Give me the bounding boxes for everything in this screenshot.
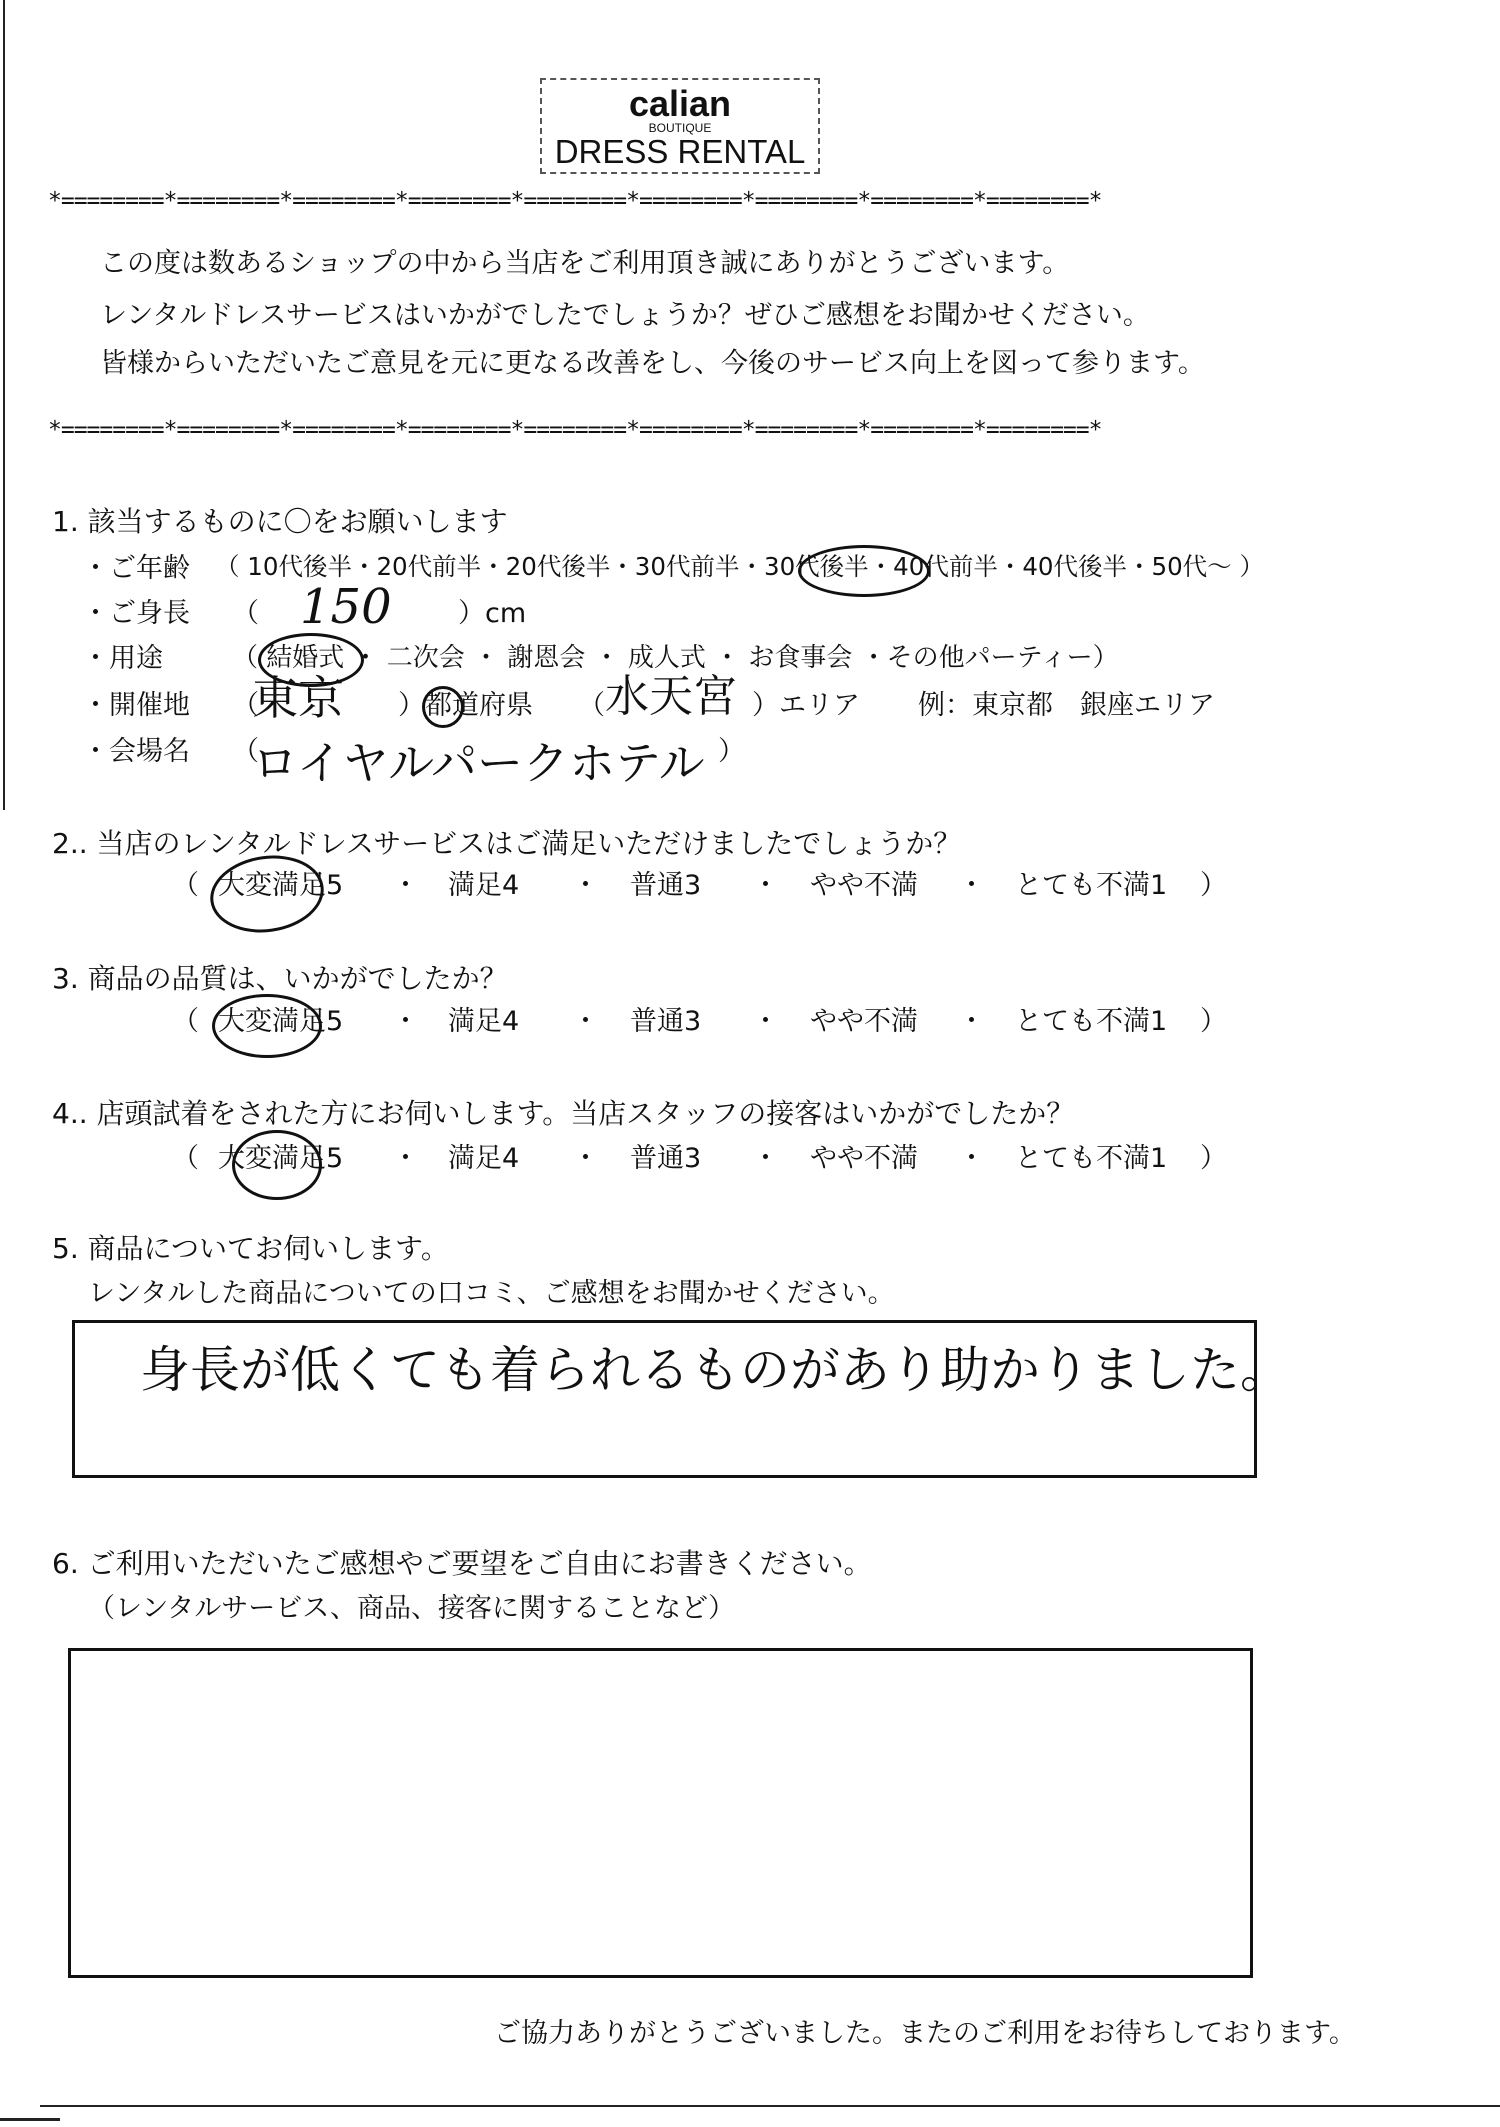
rating-satisfied: 満足4 (448, 1143, 520, 1174)
rating-dot: ・ (958, 1006, 985, 1037)
separator-top: *========*========*========*========*========*========*========*========*========* (48, 188, 1102, 214)
q4-rating-row (0, 1145, 1500, 1181)
rating-close: ） (1200, 1006, 1227, 1037)
height-open: （ (232, 598, 259, 629)
footer-thanks: ご協力ありがとうございました。またのご利用をお待ちしております。 (494, 2018, 1356, 2049)
age-selected-circle (798, 545, 930, 597)
rating-very-satisfied: 大変満足5 (218, 1006, 344, 1037)
rating-dot: ・ (572, 1006, 599, 1037)
purpose-label: ・用途 (82, 643, 163, 674)
q2-selected-circle (205, 848, 328, 939)
height-unit: ）cm (458, 598, 527, 629)
venue-example: 例：東京都 銀座エリア (918, 690, 1215, 721)
separator-bottom: *========*========*========*========*========*========*========*========*========* (48, 417, 1102, 443)
rating-normal: 普通3 (630, 870, 702, 901)
q5-subtitle: レンタルした商品についての口コミ、ご感想をお聞かせください。 (88, 1278, 895, 1309)
rating-very-unsatisfied: とても不満1 (1015, 1143, 1168, 1174)
rating-dot: ・ (572, 1143, 599, 1174)
rating-dot: ・ (752, 870, 779, 901)
hall-label: ・会場名 (82, 736, 190, 767)
rating-dot: ・ (392, 870, 419, 901)
bottom-rule (40, 2105, 1500, 2107)
venue-area-value: 水天宮 (605, 671, 737, 722)
venue-label: ・開催地 (82, 690, 190, 721)
rating-open: （ (172, 1143, 199, 1174)
venue-pref-suffix: ）都道府県 (398, 690, 533, 721)
q6-title: 6. ご利用いただいたご感想やご要望をご自由にお書きください。 (52, 1547, 872, 1580)
q5-answer-text: 身長が低くても着られるものがあり助かりました。 (140, 1341, 1290, 1399)
logo-name: DRESS RENTAL (554, 133, 806, 170)
rating-dot: ・ (392, 1143, 419, 1174)
rating-dot: ・ (572, 870, 599, 901)
venue-pref-value: 東京 (252, 671, 344, 725)
rating-close: ） (1200, 1143, 1227, 1174)
rating-open: （ (172, 870, 199, 901)
rating-very-satisfied: 大変満足5 (218, 1143, 344, 1174)
rating-normal: 普通3 (630, 1143, 702, 1174)
rating-dot: ・ (958, 1143, 985, 1174)
logo-brand: calian (628, 83, 732, 124)
rating-satisfied: 満足4 (448, 1006, 520, 1037)
rating-very-satisfied: 大変満足5 (218, 870, 344, 901)
rating-dot: ・ (752, 1006, 779, 1037)
rating-somewhat-unsatisfied: やや不満 (810, 1006, 918, 1037)
intro-line-1: この度は数あるショップの中から当店をご利用頂き誠にありがとうございます。 (100, 248, 1070, 279)
rating-dot: ・ (752, 1143, 779, 1174)
venue-area-suffix: ）エリア (752, 690, 860, 721)
purpose-options: （ 結婚式 ・ 二次会 ・ 謝恩会 ・ 成人式 ・ お食事会 ・その他パーティー） (232, 643, 1119, 673)
rating-dot: ・ (392, 1006, 419, 1037)
q1-title: 1. 該当するものに〇をお願いします (52, 505, 508, 538)
rating-very-unsatisfied: とても不満1 (1015, 1006, 1168, 1037)
rating-satisfied: 満足4 (448, 870, 520, 901)
hall-close: ） (718, 736, 745, 767)
q4-title: 4.. 店頭試着をされた方にお伺いします。当店スタッフの接客はいかがでしたか？ (52, 1097, 1075, 1130)
q5-title: 5. 商品についてお伺いします。 (52, 1232, 449, 1265)
intro-line-2: レンタルドレスサービスはいかがでしたでしょうか？ぜひご感想をお聞かせください。 (100, 300, 1150, 331)
rating-somewhat-unsatisfied: やや不満 (810, 870, 918, 901)
q2-title: 2.. 当店のレンタルドレスサービスはご満足いただけましたでしょうか？ (52, 827, 962, 860)
q4-selected-circle (232, 1130, 322, 1200)
height-label: ・ご身長 (82, 598, 190, 629)
age-label: ・ご年齢 (82, 553, 190, 584)
rating-normal: 普通3 (630, 1006, 702, 1037)
age-options: （ 10代後半・20代前半・20代後半・30代前半・30代後半・40代前半・40代後半・50代～ ） (215, 552, 1264, 581)
hall-value: ロイヤルパークホテル (252, 736, 705, 790)
rating-close: ） (1200, 870, 1227, 901)
q6-subtitle: （レンタルサービス、商品、接客に関することなど） (88, 1593, 736, 1624)
venue-open: （ (232, 690, 259, 721)
q3-selected-circle (212, 994, 322, 1058)
bottom-rule-2 (0, 2118, 60, 2121)
rating-very-unsatisfied: とても不満1 (1015, 870, 1168, 901)
q6-answer-box[interactable] (68, 1648, 1253, 1978)
venue-pref-circle (422, 686, 464, 728)
intro-line-3: 皆様からいただいたご意見を元に更なる改善をし、今後のサービス向上を図って参ります。 (100, 348, 1205, 379)
rating-dot: ・ (958, 870, 985, 901)
rating-somewhat-unsatisfied: やや不満 (810, 1143, 918, 1174)
rating-open: （ (172, 1006, 199, 1037)
q3-title: 3. 商品の品質は、いかがでしたか？ (52, 962, 508, 995)
height-value: 150 (300, 579, 392, 635)
logo-sub: BOUTIQUE (648, 121, 712, 135)
brand-logo (540, 78, 820, 174)
venue-area-open: （ (578, 690, 605, 721)
hall-open: （ (232, 736, 259, 767)
margin-line (3, 0, 5, 810)
